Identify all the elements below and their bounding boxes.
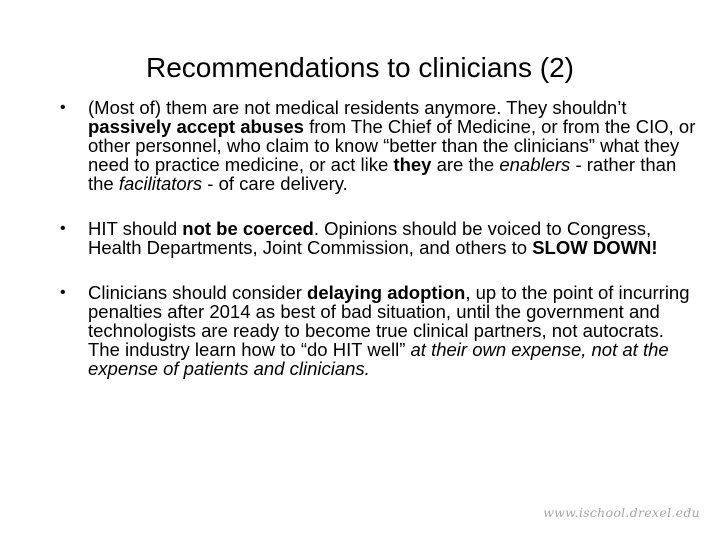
text-run: - rather than the: [88, 154, 677, 194]
emphasis-bold: delaying adoption: [307, 282, 466, 303]
bullet-list: [60, 98, 700, 378]
text-run: are the: [431, 154, 500, 175]
emphasis-italic: at their own expense, not at the expense of patients and clinicians.: [88, 339, 669, 379]
emphasis-bold: SLOW DOWN!: [532, 237, 658, 258]
emphasis-bold: not be coerced: [182, 218, 314, 239]
text-run: - of care delivery.: [202, 173, 348, 194]
bullet-text: [88, 97, 695, 194]
emphasis-italic: facilitators: [118, 173, 203, 194]
bullet-item: [60, 98, 700, 193]
text-run: , up to the point of incurring penalties after 2014 as best of bad situation, until the government and technologists are ready to become true clinical partners, not autocrats. The industry learn how to “do HIT well”: [88, 282, 690, 360]
bullet-icon: •: [60, 284, 66, 301]
bullet-icon: •: [60, 99, 66, 116]
emphasis-bold: passively accept abuses: [88, 116, 304, 137]
bullet-item: [60, 283, 700, 378]
bullet-item: [60, 219, 700, 257]
emphasis-bold: they: [393, 154, 432, 175]
text-run: HIT should: [88, 218, 183, 239]
bullet-icon: •: [60, 220, 66, 237]
slide-title: Recommendations to clinicians (2): [146, 52, 574, 83]
text-run: . Opinions should be voiced to Congress, Health Departments, Joint Commission, and others to: [88, 218, 652, 258]
emphasis-italic: enablers: [499, 154, 571, 175]
bullet-text: [88, 218, 658, 258]
footer-url[interactable]: www.ischool.drexel.edu: [543, 505, 700, 520]
text-run: Clinicians should consider: [88, 282, 308, 303]
text-run: (Most of) them are not medical residents anymore. They shouldn’t: [88, 97, 627, 118]
bullet-text: [88, 282, 690, 379]
text-run: from The Chief of Medicine, or from the CIO, or other personnel, who claim to know “better than the clinicians” what they need to practice medicine, or act like: [88, 116, 696, 175]
